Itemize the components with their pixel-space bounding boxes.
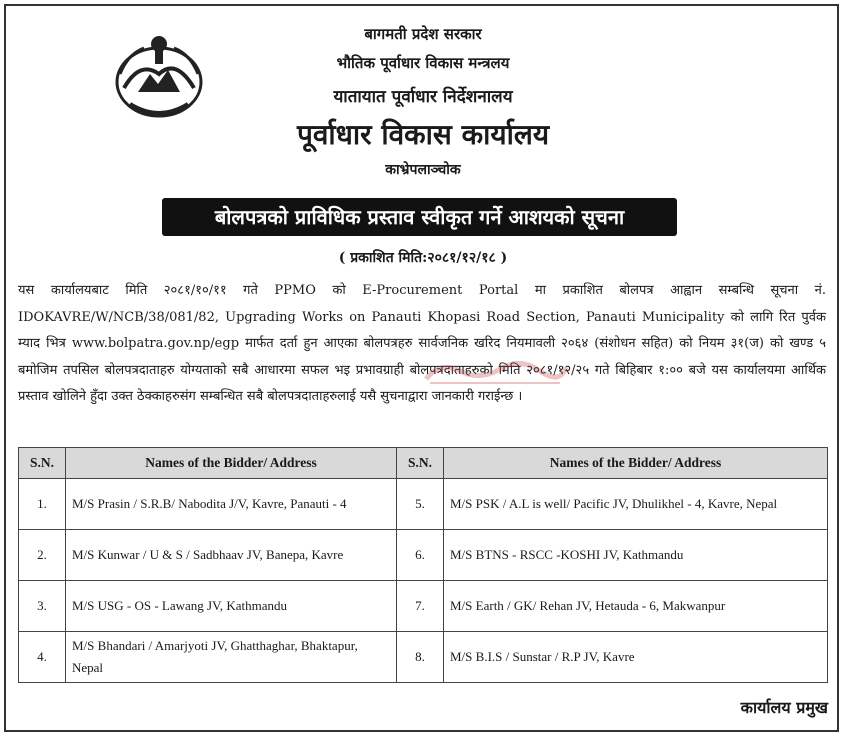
table-row	[19, 632, 828, 683]
serial-number: 7.	[397, 581, 444, 632]
bidder-name: M/S Kunwar / U & S / Sadbhaav JV, Banepa, Kavre	[66, 530, 397, 581]
notice-title: बोलपत्रको प्राविधिक प्रस्ताव स्वीकृत गर्ने आशयको सूचना	[162, 198, 677, 236]
column-header-sn: S.N.	[397, 448, 444, 479]
published-date: ( प्रकाशित मिति:२०८१/१२/१८ )	[338, 250, 508, 266]
bidder-name: M/S PSK / A.L is well/ Pacific JV, Dhulikhel - 4, Kavre, Nepal	[444, 479, 828, 530]
notice-body-text: यस कार्यालयबाट मिति २०८१/१०/११ गते PPMO को E-Procurement Portal मा प्रकाशित बोलपत्र आह्वान सम्बन्धि सूचना नं. IDOKAVRE/W/NCB/38/081/82, Upgrading Works on Panauti Khopasi Road Section, Panauti Municipality को लागि रित पुर्वक म्याद भित्र www.bolpatra.gov.np/egp मार्फत दर्ता हुन आएका बोलपत्रहरु सार्वजनिक खरिद नियमावली २०६४ (संशोधन सहित) को नियम ३१(ज) को खण्ड ५ बमोजिम तपसिल बोलपत्रदाताहरु योग्यताको सबै आधारमा सफल भइ प्रभावग्राही बोलपत्रदाताहरुको मिति २०८१/१२/२५ गते बिहिबार १:०० बजे यस कार्यालयमा आर्थिक प्रस्ताव खोलिने हुँदा उक्त ठेक्काहरुसंग सम्बन्धित सबै बोलपत्रदाताहरुलाई यसै सुचनाद्वारा जानकारी गराईन्छ ।	[18, 283, 826, 404]
serial-number: 6.	[397, 530, 444, 581]
column-header-sn: S.N.	[19, 448, 66, 479]
header-office: पूर्वाधार विकास कार्यालय	[296, 118, 550, 151]
table-header-row	[19, 448, 828, 479]
notice-body	[18, 278, 826, 411]
serial-number: 2.	[19, 530, 66, 581]
bidders-table	[18, 447, 828, 683]
header-province: बागमती प्रदेश सरकार	[364, 25, 482, 43]
bidder-name: M/S B.I.S / Sunstar / R.P JV, Kavre	[444, 632, 828, 683]
header-directorate: यातायात पूर्वाधार निर्देशनालय	[333, 87, 513, 107]
serial-number: 5.	[397, 479, 444, 530]
serial-number: 1.	[19, 479, 66, 530]
serial-number: 3.	[19, 581, 66, 632]
table-row	[19, 530, 828, 581]
bidder-name: M/S BTNS - RSCC -KOSHI JV, Kathmandu	[444, 530, 828, 581]
signature-office-chief: कार्यालय प्रमुख	[740, 698, 828, 717]
bidder-name: M/S Earth / GK/ Rehan JV, Hetauda - 6, Makwanpur	[444, 581, 828, 632]
bidder-name: M/S USG - OS - Lawang JV, Kathmandu	[66, 581, 397, 632]
table-row	[19, 581, 828, 632]
bidder-name: M/S Bhandari / Amarjyoti JV, Ghatthaghar, Bhaktapur, Nepal	[66, 632, 397, 683]
serial-number: 4.	[19, 632, 66, 683]
serial-number: 8.	[397, 632, 444, 683]
column-header-bidder: Names of the Bidder/ Address	[66, 448, 397, 479]
table-row	[19, 479, 828, 530]
watermark-logo-icon	[420, 357, 570, 387]
header-ministry: भौतिक पूर्वाधार विकास मन्त्रलय	[336, 54, 510, 72]
header-location: काभ्रेपलाञ्चोक	[385, 162, 461, 178]
bidder-name: M/S Prasin / S.R.B/ Nabodita J/V, Kavre, Panauti - 4	[66, 479, 397, 530]
column-header-bidder: Names of the Bidder/ Address	[444, 448, 828, 479]
